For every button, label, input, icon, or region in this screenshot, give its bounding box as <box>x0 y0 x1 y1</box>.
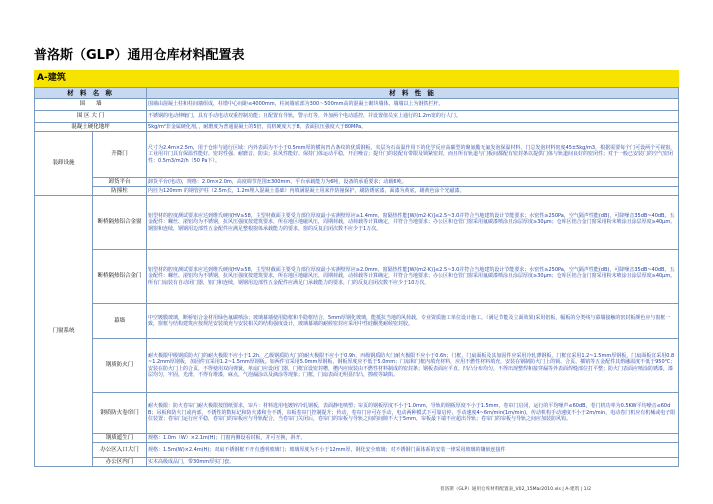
row-name: 防撞柱 <box>93 187 147 196</box>
row-name: 钢质遮生门 <box>93 434 147 443</box>
row-spec: 卸货平台(电动)，规格：2.0m×2.0m，高度调节范围±300mm，平台承载能力为6吨，设备的承重要求；动载6吨。 <box>147 178 679 187</box>
row-name: 混凝土硬化地坪 <box>35 123 147 132</box>
document-title: 普洛斯（GLP）通用仓库材料配置表 <box>34 48 245 63</box>
row-name: 断桥隔热铝合金门 <box>93 250 147 304</box>
row-name: 升降门 <box>93 132 147 178</box>
section-header: A-建筑 <box>34 70 679 87</box>
table-header-row <box>35 88 679 99</box>
table-row <box>35 339 679 393</box>
table-row <box>35 458 679 467</box>
row-name: 围 区 大 门 <box>35 111 147 123</box>
row-spec: 耐火极限：防火卷帘门耐火极限按图纸要求，帘片：材料选用电镀锌冷轧钢板，表面静电喷塑；帘页的钢板厚度不小于1.0mm，导轨的钢板厚度不小于1.5mm，卷帘门启闭，运行的平均噪声≤60dB，卷门机功率为0.5KW平均噪音≤60dB；吊板和防火门或内部，不锈性的数标记和防火漆和全不锈，帘板卷帘门控制提升；传动，卷帘门应可在手动，电动两种模式下可靠启停，手动速度4~6m/min(1m/min)，传动机构手动速度不小于2m/min，电动卷门机应有机械或电子限位装置；卷帘门运行应平稳，卷帘门的帘板应与导轨配合，当卷帘门关闭后，卷帘门的帘板与导轨之间的间隙不大于5mm，帘板最下端不应超出导轨；卷帘门的帘板与导轨之间应加装防风钩。 <box>147 393 679 434</box>
table-row <box>35 123 679 132</box>
row-spec: 5kg/m²非金属硬化剂，，耐磨度为普通混凝土的5倍，真机硬度大于8，表面抗压强度大于80MPa。 <box>147 123 679 132</box>
header-material-name: 材 料 名 称 <box>35 88 147 99</box>
row-name: 办公区内门 <box>93 458 147 467</box>
table-row <box>35 178 679 187</box>
row-spec: 规格：1.0m（W）×2.1m(H)；门窗内侧设看封板，并可互换，斜开。 <box>147 434 679 443</box>
row-name: 卸货平台 <box>93 178 147 187</box>
row-spec: 铝型材的腔度测试要求应达到维氏硬度HV≥58，主型材截面主要受力部位厚度最小实测壁厚应≥2.0mm，窗隔热性能[W/(m2·K)]≤2.5~3.0并符合当地建筑设计节能要求；水密性≥250Pa，空气隔声性能(dB)，可降噪音35dB~40dB。五金配件：螺丝、滚铝均为不锈钢，抗风压强度按建筑要求，所在地区地磁风压，周期荷载，动荷载等计算确定，并符合当地要求；办公区和仓管门窗采用氟碳漆喷涂且涂层厚度≥30μm；仓库区铝合金门窗采用粉末喷涂且涂层厚度≥40μm。所有门扇装有自动闭门器，铝门和连续，钢钢用边部性五金配件应满足门承载能力的要求，门的反复启闭次数不应少于10万次。 <box>147 250 679 304</box>
row-name: 断桥隔热铝合金窗 <box>93 196 147 250</box>
table-row <box>35 132 679 178</box>
table-row <box>35 250 679 304</box>
table-row <box>35 99 679 111</box>
row-spec: 耐火极限甲级钢质防火门的耐火极限不应小于1.2h，乙级钢质防火门的耐火极限不应小于0.9h，丙级钢质防火门耐火极限不应小于0.6h；门框，门扇面板及其加固件应采用冷轧薄钢板，门框宜采用1.2~1.5mm厚钢板，门扇面板宜采用0.8~1.2mm厚钢板，加固件宜采用1.2~1.5mm厚钢板。如两件宜采用5.0mm厚钢板，钢板厚度应不低于5.0mm；门扇和门框内填充材料，应用不燃性材料填充，安装在钢制防火门上的锁、合页、插销等五金配件其熔融温度不低于950℃；安装在防火门上的合页，不得使用双向弹簧，单扇门应设闭门器，门框宜设密封槽，槽内应嵌装由不燃性材料制成的密封条；钢板表面应平直，凹凸分布均匀，不得出现整焊和接穿漏等外表面焊缝部位打平整；防火门表面应喷涂防锈漆，漆层均匀，牢固，光滑，不得有堆漆，麻点，气泡漏涂以及滴涂等现象；门框，门扇表面无明显凹凸，擦痕等缺陷。 <box>147 339 679 393</box>
table-row <box>35 111 679 123</box>
table-row <box>35 434 679 443</box>
row-name: 幕墙 <box>93 304 147 339</box>
materials-table <box>34 87 679 467</box>
row-spec: 尺寸为2.4m×2.5m，用于仓库与通行区域：内外表面为不小于0.5mm厚的横向凹凸条纹的优质钢板，夹层为石高温作用下的化学反应高碳型的聚氨酯无氟发泡保温材料，门总发泡材料密度45±5kg/m3，根据需要每个门可设两个可视窗，工业用并门具有保温性能好、密封性强、耐磨音，防虫；抗风性能好、保持门体运动平稳，开启噪音；提升门的装配有带限及锁紧密封，而且所有轨道与门板间都配有密封条以提供门体与轨道间良好的密闭性；对于一般已安装门的空气密闭性：0.5m3/m2/h（50 Pa下）。 <box>147 132 679 178</box>
row-spec: 规格：1.5m(W)×2.4m(H)；双扇不锈钢框不开有透明玻璃门；玻璃厚度为不小于12mm厚，钢化安全玻璃；对不锈钢门面体系的安装一律采用玻璃的镶嵌连接件 <box>147 443 679 458</box>
table-row <box>35 443 679 458</box>
row-name: 围 墙 <box>35 99 147 111</box>
row-spec: 实木高级成品门，带30mm厚实门套。 <box>147 458 679 467</box>
row-spec: 内径为120mm 的钢管护柱（2.5m长，1.2m埋入混凝土基础）内填满混凝土用来作防撞保护，刷防锈底漆，面漆为黄底，刷黄色涂个光磁漆。 <box>147 187 679 196</box>
row-spec: 铝型材的腔度测试要求应达到维氏硬度HV≥58，主型材截面主要受力部位厚度最小实测壁厚应≥1.4mm，窗隔热性能[W/(m2·K)]≤2.5~3.0并符合当地建筑设计节能要求；水密性≥250Pa，空气隔声性能(dB)，可降噪音35dB~40dB。五金配件：螺丝、滚铝均为不锈钢，抗风压强度按建筑要求，所在地区地磁风压，周期荷载，动荷载等计算确定，并符合当地要求；办公区和仓管门窗采用氟碳漆喷涂且涂层厚度≥30μm；仓库区铝合金门窗采用粉末喷涂且涂层厚度≥40μm。钢窗和连续，钢钢用边部性五金配件应满足整根窗体承载能力的要求，窗的反复启闭次数不应少于1万次。 <box>147 196 679 250</box>
table-row <box>35 393 679 434</box>
group-name: 门窗系统 <box>35 196 93 467</box>
row-spec: 围墙由混凝土柱和柱间墙组成，柱墩中心间距≤4000mm，柱间墙底部为300～500mm高的混凝土砌块墙体，墙墙以上为钢铁栏杆。 <box>147 99 679 111</box>
row-spec: 中空镀膜玻璃，断桥铝合金材用绿色氟碳喷涂；玻璃幕墙使用隐框和半隐框结合，5mm厚钢化玻璃，能抵抗当地的风荷载，专业资质施工单位设计施工。（满足节能及立面效果)采用铝板，幅板的分类线与幕墙接触的密封板颜色应与窗框一致，窗框与结构建筑应按规范安装填充与安装相关的结构强度设计，玻璃幕墙的耐候密封应采用中性硅酮类耐候密封胶。 <box>147 304 679 339</box>
row-name: 钢质防火卷帘门 <box>93 393 147 434</box>
group-name: 装卸设施 <box>35 132 93 196</box>
row-name: 钢质防火门 <box>93 339 147 393</box>
row-name: 办公区入口大门 <box>93 443 147 458</box>
table-row <box>35 196 679 250</box>
table-row <box>35 187 679 196</box>
header-material-spec: 材 料 性 能 <box>147 88 679 99</box>
table-row <box>35 304 679 339</box>
page-footer: 普洛斯（GLP）通用仓库材料配置表_V02_15Mar2010.xls | A-建筑 | 1/2 <box>440 487 592 492</box>
row-spec: 不锈钢的电动伸缩门，具有手动电动双重控制功能；且配置有导轨，警示灯等，外加两个电动遥控，并设置值员室上通行的1.2m宽的行人门。 <box>147 111 679 123</box>
